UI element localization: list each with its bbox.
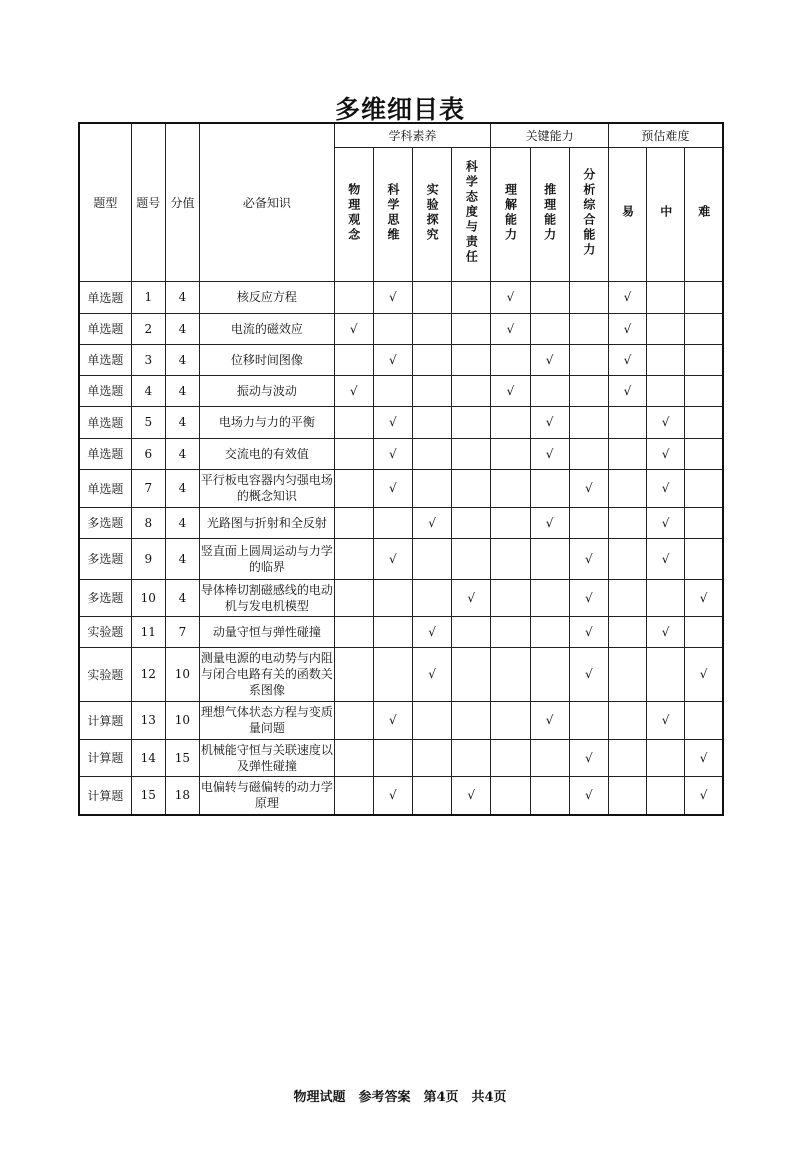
empty-cell [647,579,685,616]
empty-cell [491,438,530,469]
empty-cell [530,579,569,616]
check-mark: √ [530,406,569,438]
cell-score: 10 [165,701,199,739]
empty-cell [530,375,569,406]
empty-cell [412,313,451,344]
empty-cell [608,438,646,469]
empty-cell [412,438,451,469]
empty-cell [334,701,373,739]
check-mark: √ [685,739,723,776]
empty-cell [608,701,646,739]
check-mark: √ [647,538,685,579]
empty-cell [412,776,451,815]
header-sub: 中 [647,147,685,281]
cell-knowledge: 光路图与折射和全反射 [200,507,335,538]
check-mark: √ [373,469,412,507]
empty-cell [685,344,723,375]
cell-number: 3 [131,344,165,375]
cell-number: 9 [131,538,165,579]
empty-cell [685,406,723,438]
check-mark: √ [685,647,723,701]
check-mark: √ [491,375,530,406]
header-sub: 分析综合能力 [569,147,608,281]
table-row [79,616,723,647]
check-mark: √ [647,406,685,438]
empty-cell [412,701,451,739]
cell-type: 计算题 [79,701,131,739]
empty-cell [491,469,530,507]
cell-knowledge: 交流电的有效值 [200,438,335,469]
empty-cell [608,776,646,815]
cell-score: 4 [165,406,199,438]
empty-cell [685,281,723,313]
check-mark: √ [334,375,373,406]
check-mark: √ [491,313,530,344]
check-mark: √ [412,507,451,538]
cell-score: 7 [165,616,199,647]
empty-cell [412,579,451,616]
table-row [79,739,723,776]
empty-cell [491,507,530,538]
table-row [79,313,723,344]
empty-cell [334,739,373,776]
cell-knowledge: 动量守恒与弹性碰撞 [200,616,335,647]
empty-cell [608,538,646,579]
empty-cell [452,701,491,739]
cell-type: 实验题 [79,647,131,701]
empty-cell [412,281,451,313]
empty-cell [608,647,646,701]
empty-cell [569,507,608,538]
empty-cell [334,438,373,469]
empty-cell [452,281,491,313]
empty-cell [530,313,569,344]
check-mark: √ [569,579,608,616]
empty-cell [373,647,412,701]
header-sub: 推理能力 [530,147,569,281]
empty-cell [530,776,569,815]
empty-cell [452,406,491,438]
cell-type: 多选题 [79,507,131,538]
header-sub: 物理观念 [334,147,373,281]
empty-cell [334,647,373,701]
empty-cell [530,739,569,776]
empty-cell [373,579,412,616]
empty-cell [647,281,685,313]
cell-number: 6 [131,438,165,469]
empty-cell [569,281,608,313]
page-title: 多维细目表 [334,95,465,124]
check-mark: √ [569,616,608,647]
check-mark: √ [569,776,608,815]
cell-type: 单选题 [79,281,131,313]
cell-score: 4 [165,281,199,313]
empty-cell [569,438,608,469]
empty-cell [491,647,530,701]
check-mark: √ [530,344,569,375]
empty-cell [530,281,569,313]
check-mark: √ [569,538,608,579]
empty-cell [334,344,373,375]
check-mark: √ [491,281,530,313]
check-mark: √ [412,647,451,701]
empty-cell [491,344,530,375]
empty-cell [569,313,608,344]
cell-number: 13 [131,701,165,739]
check-mark: √ [647,616,685,647]
check-mark: √ [530,438,569,469]
cell-number: 14 [131,739,165,776]
empty-cell [569,701,608,739]
cell-type: 计算题 [79,739,131,776]
cell-number: 10 [131,579,165,616]
empty-cell [373,507,412,538]
cell-score: 4 [165,438,199,469]
empty-cell [412,406,451,438]
empty-cell [452,375,491,406]
empty-cell [412,538,451,579]
table-row [79,647,723,701]
empty-cell [373,616,412,647]
empty-cell [647,313,685,344]
empty-cell [491,538,530,579]
cell-score: 10 [165,647,199,701]
check-mark: √ [647,507,685,538]
check-mark: √ [373,281,412,313]
cell-type: 单选题 [79,313,131,344]
cell-knowledge: 核反应方程 [200,281,335,313]
cell-score: 15 [165,739,199,776]
cell-number: 11 [131,616,165,647]
header-group-literacy: 学科素养 [334,123,491,147]
header-sub: 难 [685,147,723,281]
header-knowledge: 必备知识 [200,123,335,281]
empty-cell [569,375,608,406]
table-header [79,123,723,281]
cell-score: 4 [165,375,199,406]
empty-cell [334,616,373,647]
check-mark: √ [608,344,646,375]
check-mark: √ [685,776,723,815]
empty-cell [608,739,646,776]
cell-score: 4 [165,538,199,579]
table-row [79,469,723,507]
header-type: 题型 [79,123,131,281]
cell-score: 4 [165,579,199,616]
empty-cell [647,647,685,701]
header-sub: 科学态度与责任 [452,147,491,281]
check-mark: √ [452,776,491,815]
check-mark: √ [373,701,412,739]
empty-cell [491,776,530,815]
cell-knowledge: 机械能守恒与关联速度以及弹性碰撞 [200,739,335,776]
cell-type: 单选题 [79,469,131,507]
empty-cell [647,344,685,375]
check-mark: √ [569,739,608,776]
cell-type: 单选题 [79,344,131,375]
header-number: 题号 [131,123,165,281]
empty-cell [608,469,646,507]
check-mark: √ [647,438,685,469]
cell-number: 12 [131,647,165,701]
empty-cell [647,739,685,776]
cell-type: 单选题 [79,438,131,469]
empty-cell [373,313,412,344]
page-footer: 物理试题 参考答案 第4页 共4页 [293,1090,507,1105]
empty-cell [530,538,569,579]
cell-type: 单选题 [79,406,131,438]
check-mark: √ [530,701,569,739]
empty-cell [373,375,412,406]
cell-knowledge: 竖直面上圆周运动与力学的临界 [200,538,335,579]
check-mark: √ [647,701,685,739]
empty-cell [452,313,491,344]
check-mark: √ [608,281,646,313]
empty-cell [412,739,451,776]
header-sub: 实验探究 [412,147,451,281]
empty-cell [452,538,491,579]
cell-type: 多选题 [79,538,131,579]
table-row [79,406,723,438]
empty-cell [491,739,530,776]
empty-cell [647,776,685,815]
header-group-ability: 关键能力 [491,123,609,147]
empty-cell [569,406,608,438]
empty-cell [334,579,373,616]
empty-cell [452,469,491,507]
empty-cell [452,507,491,538]
empty-cell [452,438,491,469]
table-row [79,281,723,313]
empty-cell [491,406,530,438]
empty-cell [530,647,569,701]
check-mark: √ [373,344,412,375]
table-row [79,538,723,579]
cell-number: 1 [131,281,165,313]
spec-table [78,122,724,816]
empty-cell [412,375,451,406]
cell-knowledge: 平行板电容器内匀强电场的概念知识 [200,469,335,507]
header-sub: 易 [608,147,646,281]
table-row [79,701,723,739]
check-mark: √ [373,406,412,438]
empty-cell [334,776,373,815]
empty-cell [530,616,569,647]
cell-score: 18 [165,776,199,815]
cell-type: 实验题 [79,616,131,647]
cell-knowledge: 测量电源的电动势与内阻与闭合电路有关的函数关系图像 [200,647,335,701]
cell-type: 单选题 [79,375,131,406]
empty-cell [685,469,723,507]
empty-cell [334,538,373,579]
check-mark: √ [373,776,412,815]
empty-cell [334,469,373,507]
cell-number: 4 [131,375,165,406]
empty-cell [412,469,451,507]
empty-cell [685,313,723,344]
header-group-difficulty: 预估难度 [608,123,723,147]
empty-cell [412,344,451,375]
check-mark: √ [608,375,646,406]
cell-knowledge: 振动与波动 [200,375,335,406]
check-mark: √ [373,438,412,469]
check-mark: √ [569,469,608,507]
empty-cell [373,739,412,776]
cell-type: 计算题 [79,776,131,815]
cell-number: 7 [131,469,165,507]
table-row [79,438,723,469]
check-mark: √ [452,579,491,616]
empty-cell [685,616,723,647]
cell-type: 多选题 [79,579,131,616]
empty-cell [452,739,491,776]
table-body [79,281,723,815]
check-mark: √ [412,616,451,647]
cell-number: 5 [131,406,165,438]
cell-knowledge: 电场力与力的平衡 [200,406,335,438]
table-row [79,375,723,406]
check-mark: √ [608,313,646,344]
cell-score: 4 [165,344,199,375]
cell-number: 8 [131,507,165,538]
empty-cell [452,616,491,647]
empty-cell [452,647,491,701]
empty-cell [452,344,491,375]
check-mark: √ [334,313,373,344]
table-row [79,776,723,815]
cell-knowledge: 电偏转与磁偏转的动力学原理 [200,776,335,815]
cell-number: 15 [131,776,165,815]
check-mark: √ [685,579,723,616]
empty-cell [334,281,373,313]
empty-cell [491,616,530,647]
empty-cell [685,507,723,538]
cell-score: 4 [165,507,199,538]
empty-cell [608,507,646,538]
cell-knowledge: 理想气体状态方程与变质量问题 [200,701,335,739]
empty-cell [334,507,373,538]
empty-cell [685,701,723,739]
cell-number: 2 [131,313,165,344]
empty-cell [608,406,646,438]
check-mark: √ [569,647,608,701]
empty-cell [491,701,530,739]
empty-cell [608,616,646,647]
cell-score: 4 [165,313,199,344]
table-row [79,507,723,538]
table-row [79,344,723,375]
cell-knowledge: 位移时间图像 [200,344,335,375]
cell-knowledge: 电流的磁效应 [200,313,335,344]
empty-cell [647,375,685,406]
cell-knowledge: 导体棒切割磁感线的电动机与发电机模型 [200,579,335,616]
check-mark: √ [373,538,412,579]
empty-cell [608,579,646,616]
empty-cell [569,344,608,375]
empty-cell [334,406,373,438]
check-mark: √ [530,507,569,538]
cell-score: 4 [165,469,199,507]
check-mark: √ [647,469,685,507]
empty-cell [685,438,723,469]
empty-cell [685,538,723,579]
table-row [79,579,723,616]
header-score: 分值 [165,123,199,281]
header-sub: 理解能力 [491,147,530,281]
empty-cell [491,579,530,616]
empty-cell [685,375,723,406]
header-sub: 科学思维 [373,147,412,281]
empty-cell [530,469,569,507]
